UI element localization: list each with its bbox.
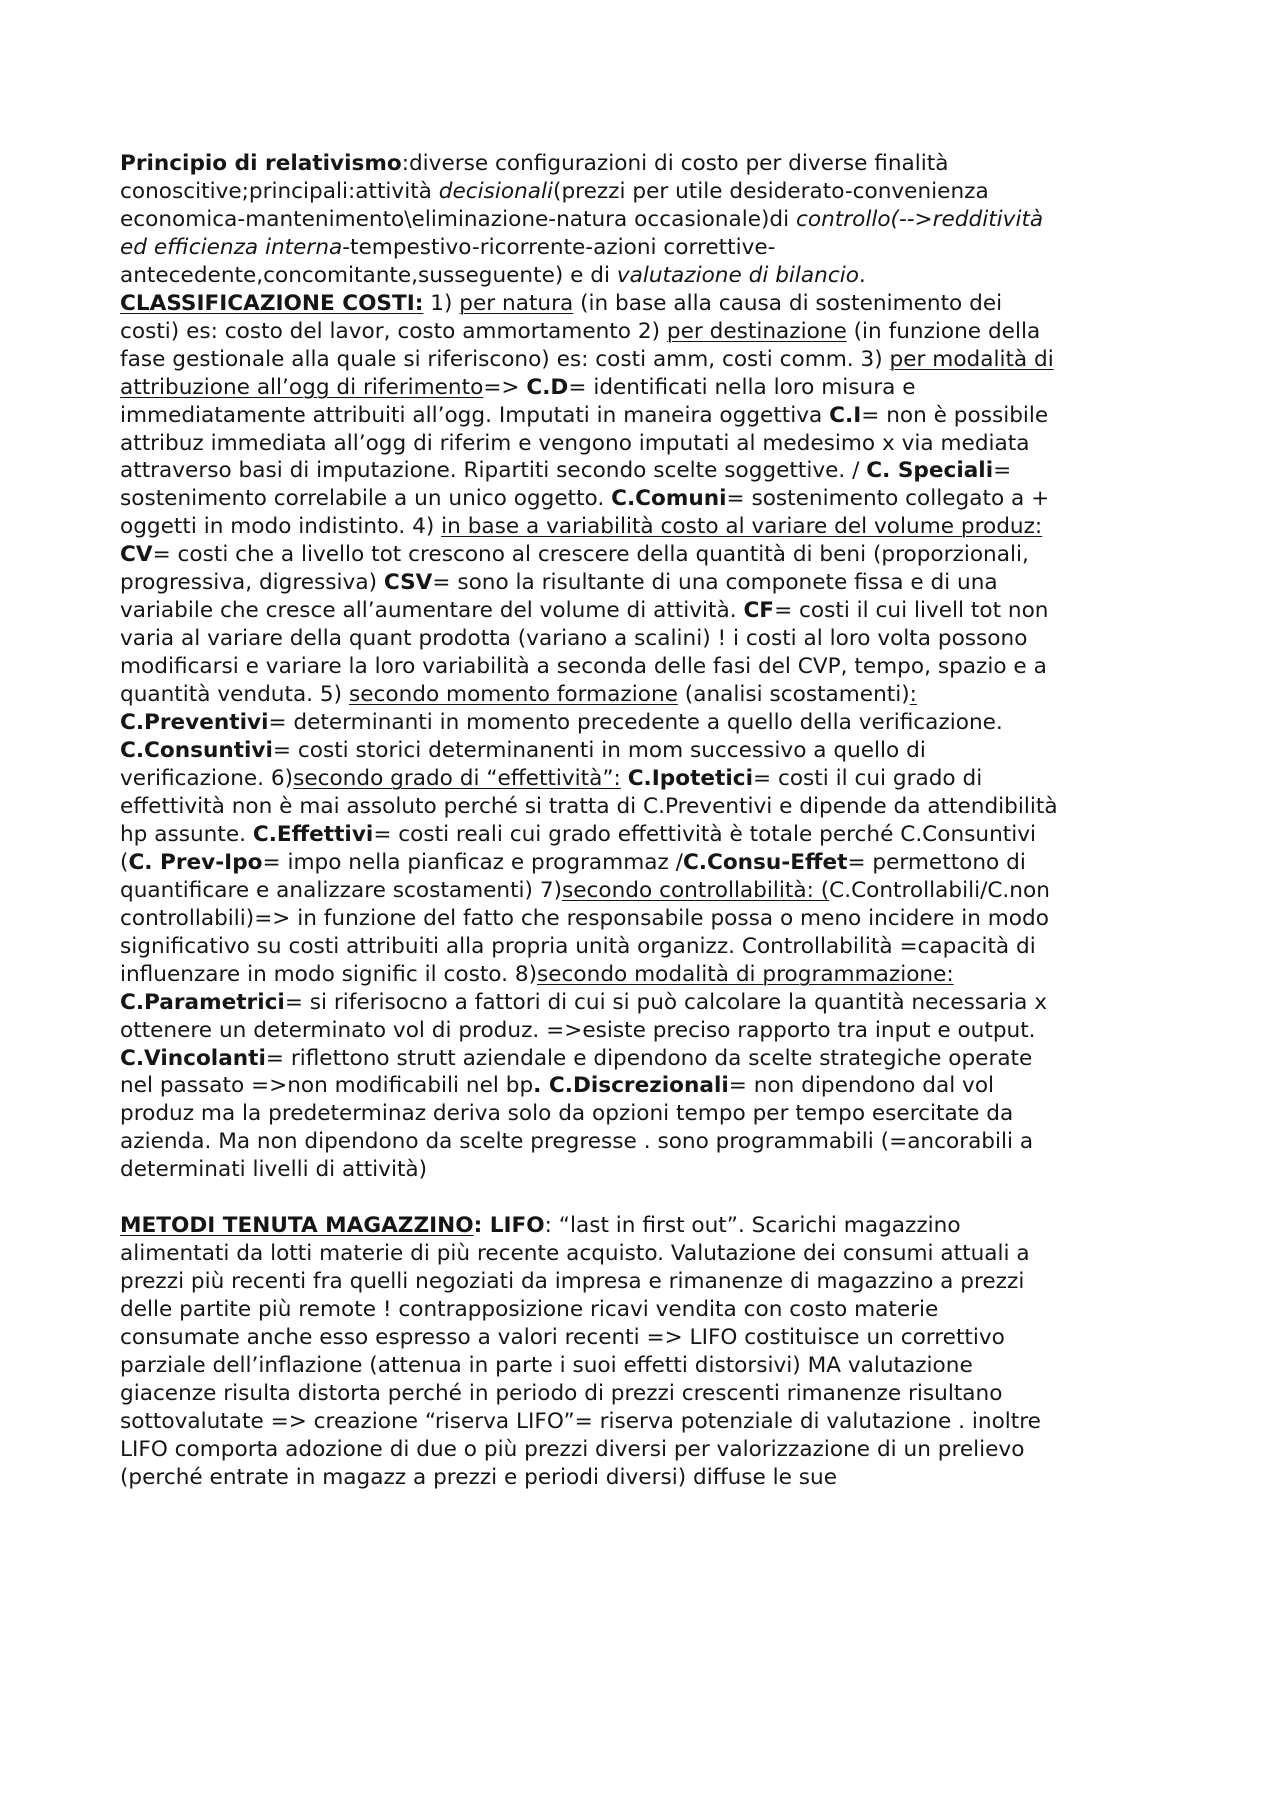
- text-run: = non è possibile attribuz immediata all’ogg di riferim e vengono imputati al medesimo x via mediata attraverso basi di imputazione. Ripartiti secondo scelte soggettive. /: [120, 402, 1049, 484]
- text-run: : “last in first out”. Scarichi magazzino alimentati da lotti materie di più recente acquisto. Valutazione dei consumi attuali a prezzi più recenti fra quelli negoziati da impresa e rimanenze di magazzino a prezzi delle partite più remote ! contrapposizione ricavi vendita con costo materie consumate anche esso espresso a valori recenti => LIFO costituisce un correttivo parziale dell’inflazione (attenua in parte i suoi effetti distorsivi) MA valutazione giacenze risulta distorta perché in periodo di prezzi crescenti rimanenze risultano sottovalutate => creazione “riserva LIFO”= riserva potenziale di valutazione . inoltre LIFO comporta adozione di due o più prezzi diversi per valorizzazione di un prelievo (perché entrate in magazz a prezzi e periodi diversi) diffuse le sue: [120, 1213, 1041, 1490]
- paragraph-metodi-magazzino: [120, 1212, 1060, 1492]
- text-run-b: C.I: [829, 402, 862, 428]
- text-run-b: Principio di relativismo: [120, 151, 402, 176]
- text-run-b: C.Ipotetici: [627, 765, 753, 791]
- text-run-b: CF: [743, 598, 775, 624]
- text-run: = identificati nella loro misura e immediatamente attribuiti all’ogg. Imputati in maneira oggettiva: [120, 374, 916, 428]
- text-run-b: C.Consuntivi: [120, 738, 273, 764]
- text-run-b: . C.Discrezionali: [533, 1073, 729, 1099]
- text-run: = costi il cui grado di effettività non è mai assoluto perché si tratta di C.Preventivi e dipende da attendibilità hp assunte.: [120, 765, 1058, 847]
- text-run-b: C.Parametrici: [120, 989, 285, 1015]
- text-run: = si riferisocno a fattori di cui si può calcolare la quantità necessaria x ottenere un determinato vol di produz. =>esiste preciso rapporto tra input e output.: [120, 989, 1048, 1043]
- text-run-u: per destinazione: [666, 318, 847, 344]
- text-run: .: [858, 262, 866, 288]
- document-page: [120, 150, 1060, 1492]
- text-run: = costi che a livello tot crescono al crescere della quantità di beni (proporzionali, progressiva, digressiva): [120, 542, 1029, 596]
- text-run: = sostenimento correlabile a un unico oggetto.: [120, 458, 1012, 512]
- text-run-b: C.D: [526, 374, 569, 400]
- text-run: = permettono di quantificare e analizzare scostamenti) 7): [120, 849, 1026, 903]
- text-run-u: per modalità di attribuzione all’ogg di riferimento: [120, 346, 1054, 400]
- text-run-u: secondo controllabilità: (: [562, 877, 830, 903]
- text-run-u: secondo modalità di programmazione:: [537, 961, 954, 987]
- text-run-b: C. Speciali: [866, 458, 994, 484]
- text-run-b: CV: [120, 542, 153, 568]
- text-run-b: : LIFO: [473, 1213, 545, 1239]
- text-run: = riflettono strutt aziendale e dipendono da scelte strategiche operate nel passato =>non modificabili nel bp: [120, 1045, 1033, 1099]
- text-run: = costi reali cui grado effettività è totale perché C.Consuntivi (: [120, 821, 1037, 875]
- text-run: = sostenimento collegato a + oggetti in modo indistinto. 4): [120, 486, 1050, 540]
- text-run: (in base alla causa di sostenimento dei costi) es: costo del lavor, costo ammortamento 2): [120, 290, 1003, 344]
- text-run-u: :: [909, 682, 917, 708]
- text-run-u: secondo grado di “effettività”:: [293, 765, 621, 791]
- text-run: = sono la risultante di una componete fissa e di una variabile che cresce all’aumentare del volume di attività.: [120, 570, 998, 624]
- text-run: = determinanti in momento precedente a quello della verificazione.: [268, 710, 1003, 736]
- text-run-bu: METODI TENUTA MAGAZZINO: [120, 1213, 474, 1239]
- text-run-b: C.Preventivi: [120, 710, 269, 736]
- text-run: = non dipendono dal vol produz ma la predeterminaz deriva solo da opzioni tempo per tempo esercitate da azienda. Ma non dipendono da scelte pregresse . sono programmabili (=ancorabili a determinati livelli di attività): [120, 1073, 1034, 1183]
- text-run-b: C.Effettivi: [252, 821, 374, 847]
- text-run-b: C.Vincolanti: [120, 1045, 266, 1071]
- text-run: [621, 766, 628, 791]
- paragraph-principio-relativismo: [120, 150, 1060, 290]
- text-run-b: C. Prev-Ipo: [128, 849, 263, 875]
- text-run: (in funzione della fase gestionale alla quale si riferiscono) es: costi amm, costi comm. 3): [120, 318, 1041, 372]
- text-run: =>: [483, 374, 527, 400]
- text-run-b: C.Comuni: [611, 486, 727, 512]
- text-run-bu: CLASSIFICAZIONE COSTI:: [120, 290, 424, 316]
- text-run: (prezzi per utile desiderato-convenienza economica-mantenimento\eliminazione-natura occasionale)di: [120, 178, 989, 232]
- paragraph-classificazione-costi: [120, 290, 1060, 1185]
- text-run: -tempestivo-ricorrente-azioni correttive-antecedente,concomitante,susseguente) e di: [120, 234, 776, 288]
- paragraph-spacer: [120, 1184, 1060, 1212]
- text-run-u: in base a variabilità costo al variare del volume produz:: [441, 514, 1043, 540]
- text-run-i: decisionali: [438, 178, 554, 204]
- text-run: 1): [423, 290, 460, 316]
- text-run: = impo nella pianficaz e programmaz /: [262, 849, 683, 875]
- text-run-b: CSV: [383, 570, 433, 596]
- text-run-u: per natura: [459, 290, 574, 316]
- text-run: = costi storici determinanenti in mom successivo a quello di verificazione. 6): [120, 738, 926, 791]
- text-run: (analisi scostamenti): [677, 682, 910, 708]
- text-run-b: C.Consu-Effet: [682, 849, 848, 875]
- text-run: C.Controllabili/C.non controllabili)=> in funzione del fatto che responsabile possa o meno incidere in modo significativo su costi attribuiti alla propria unità organizz. Controllabilità =capacità di influenzare in modo signific il costo. 8): [120, 877, 1050, 987]
- text-run-u: secondo momento formazione: [348, 682, 678, 708]
- text-run: :diverse configurazioni di costo per diverse finalità conoscitive;principali:attività: [120, 151, 949, 204]
- text-run-i: valutazione di bilancio: [616, 262, 859, 288]
- text-run: = costi il cui livell tot non varia al variare della quant prodotta (variano a scalini) ! i costi al loro volta possono modificarsi e variare la loro variabilità a seconda delle fasi del CVP, tempo, spazio e a quantità venduta. 5): [120, 598, 1049, 708]
- text-run-i: controllo(-->redditività ed efficienza interna: [120, 206, 1044, 260]
